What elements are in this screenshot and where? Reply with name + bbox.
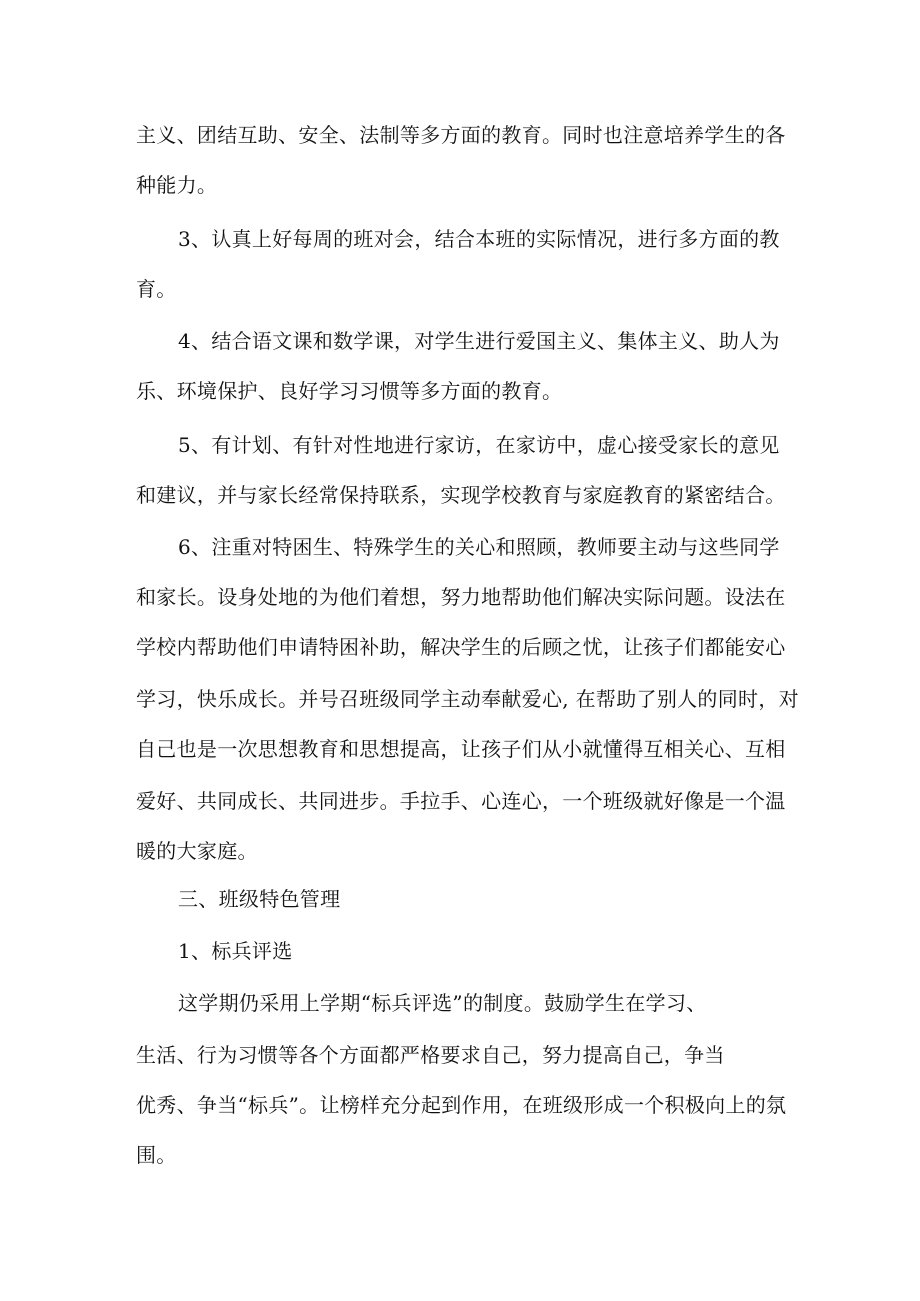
paragraph-line: 优秀、争当“标兵”。让榜样充分起到作用，在班级形成一个积极向上的氛 bbox=[136, 1093, 787, 1117]
paragraph-line: 主义、团结互助、安全、法制等多方面的教育。同时也注意培养学生的各 bbox=[136, 123, 786, 147]
list-item-3-line: 3、认真上好每周的班对会，结合本班的实际情况，进行多方面的教 bbox=[178, 227, 780, 251]
list-item-5-line: 和建议，并与家长经常保持联系，实现学校教育与家庭教育的紧密结合。 bbox=[136, 483, 786, 507]
paragraph-line: 种能力。 bbox=[136, 173, 218, 197]
paragraph-line: 这学期仍采用上学期“标兵评选”的制度。鼓励学生在学习、 bbox=[178, 991, 707, 1015]
subsection-heading: 1、标兵评选 bbox=[178, 939, 293, 963]
list-item-5-line: 5、有计划、有针对性地进行家访，在家访中，虚心接受家长的意见 bbox=[178, 433, 780, 457]
list-item-6-line: 爱好、共同成长、共同进步。手拉手、心连心，一个班级就好像是一个温 bbox=[136, 789, 786, 813]
list-item-6-line: 和家长。设身处地的为他们着想，努力地帮助他们解决实际问题。设法在 bbox=[136, 585, 786, 609]
list-item-6-line: 学习，快乐成长。并号召班级同学主动奉献爱心, 在帮助了别人的同时，对 bbox=[136, 687, 799, 711]
list-item-6-line: 学校内帮助他们申请特困补助，解决学生的后顾之忧，让孩子们都能安心 bbox=[136, 635, 786, 659]
list-item-4-line: 4、结合语文课和数学课，对学生进行爱国主义、集体主义、助人为 bbox=[178, 329, 780, 353]
list-item-3-line: 育。 bbox=[136, 277, 177, 301]
list-item-4-line: 乐、环境保护、良好学习习惯等多方面的教育。 bbox=[136, 379, 563, 403]
paragraph-line: 围。 bbox=[136, 1143, 177, 1167]
list-item-6-line: 自己也是一次思想教育和思想提高，让孩子们从小就懂得互相关心、互相 bbox=[136, 737, 786, 761]
paragraph-line: 生活、行为习惯等各个方面都严格要求自己，努力提高自己，争当 bbox=[136, 1043, 725, 1067]
list-item-6-line: 6、注重对特困生、特殊学生的关心和照顾，教师要主动与这些同学 bbox=[178, 535, 780, 559]
list-item-6-line: 暖的大家庭。 bbox=[136, 839, 258, 863]
section-heading: 三、班级特色管理 bbox=[178, 887, 341, 911]
